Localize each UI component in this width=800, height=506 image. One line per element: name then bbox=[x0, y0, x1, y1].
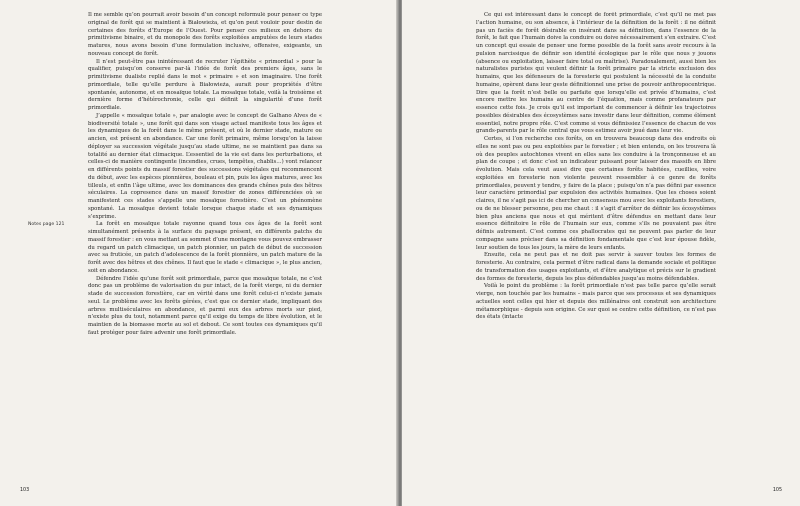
page-number-left: 103 bbox=[20, 488, 30, 493]
right-page bbox=[402, 0, 800, 506]
left-paragraph: La forêt en mosaïque totale rayonne quand tous ces âges de la forêt sont simultanément présents à la surface du paysage présent, en différents patchs du massif forestier : en vous mettant au sommet d’une montagne vous pouvez embrasser du regard un patch climacique, un patch pionnier, un patch de début de succession avec sa fruticée, un patch d’adolescence de la forêt pionnière, un patch mature de la forêt avec des hêtres et des chênes. Il faut que le stade « climacique », le plus ancien, soit en abondance. bbox=[88, 221, 322, 274]
right-paragraph: Voilà le point du problème : la forêt primordiale n’est pas telle parce qu’elle serait vierge, non touchée par les humains – mais parce que ses processus et ses dynamiques actuelles sont celles qui hier et depuis des millénaires ont construit son architecture métamorphique - depuis son origine. Ce sur quoi se centre cette définition, ce n’est pas des états (intacte bbox=[476, 283, 716, 321]
left-paragraph: Il n’est peut-être pas inintéressant de recruter l’épithète « primordial » pour la qualifier, puisqu’on conserve par-là l’idée de forêt des premiers âges, sans le primitivisme dualiste replié dans le mot « primaire » et son imaginaire. Une forêt primordiale, telle qu’elle perdure à Białowieża, aurait pour propriétés d’être spontanée, autonome, et en mosaïque totale. La mosaïque totale, voilà la troisième et dernière forme d’hétérochronie, celle qui définit la singularité d’une forêt primordiale. bbox=[88, 58, 322, 111]
right-text-column bbox=[476, 12, 716, 482]
left-paragraph: Il me semble qu’on pourrait avoir besoin d’un concept reformulé pour penser ce type original de forêt qui se maintient à Białowieża, et qu’on peut vouloir pour destin de certaines des forêts d’Europe de l’Ouest. Pour penser ces milieux en dehors du primitivisme binaire, et du monopole des forêts exploitées amputées de leurs stades matures, nous avons besoin d’une formulation inclusive, offensive, exigeante, un nouveau concept de forêt. bbox=[88, 12, 322, 57]
right-paragraph: Certes, si l’on recherche ces forêts, on en trouvera beaucoup dans des endroits où elles ne sont pas ou peu exploitées par le forestier ; et bien entendu, on les trouvera là où des peuples autochtones vivent en elles sans les conduire à la tronçonneuse et au plan de coupe ; et donc c’est un indicateur puissant pour laisser des massifs en libre évolution. Mais cela veut aussi dire que certaines forêts habitées, cueillies, voire exploitées en foresterie non violente peuvent ressembler à ce genre de forêts primordiales, peuvent y tendre, y faire de la place ; puisqu’on n’a pas défini par essence leur caractère primordial par expulsion des activités humaines. Que les choses soient claires, il ne s’agit pas ici de chercher un consensus mou avec les exploitants forestiers, ou de ne blesser personne, peu me chaut : il s’agit d’arrêter de définir les écosystèmes bien plus anciens que nous et qui méritent d’être défendus en mettant dans leur essence définitoire le rôle de l’humain sur eux, comme s’ils ne pouvaient pas être définis autrement. C’est comme ces phallocrates qui ne peuvent pas parler de leur compagne sans préciser dans sa définition fondamentale que c’est leur épouse fidèle, leur soutien de tous les jours, la mère de leurs enfants. bbox=[476, 136, 716, 251]
left-paragraph: Défendre l’idée qu’une forêt soit primordiale, parce que mosaïque totale, ne c’est donc pas un problème de valorisation du pur intact, de la forêt vierge, ni du dernier stade de succession forestière, car en vérité dans une forêt celui-ci n’existe jamais seul. Le problème avec les forêts gérées, c’est que ce dernier stade, impliquant des arbres multiséculaires en abondance, et parmi eux des arbres morts sur pied, n’existe plus du tout, notamment parce qu’il exige du temps de libre évolution, et le maintien de la biomasse morte au sol et debout. Ce sont toutes ces dynamiques qu’il faut protéger pour faire advenir une forêt primordiale. bbox=[88, 275, 322, 336]
left-text-column bbox=[88, 12, 322, 472]
right-paragraph: Ce qui est intéressant dans le concept de forêt primordiale, c’est qu’il ne met pas l’action humaine, ou son absence, à l’intérieur de la définition de la forêt : il ne définit pas un faciès de forêt désirable en insérant dans sa définition, dans l’essence de la forêt, le fait que l’humain doive la conduire ou doive nécessairement s’en extraire. C’est un concept qui essaie de penser une forme possible de la forêt sans avoir recours à la pulsion narcissique de définir son identité écologique par le rôle que nous y jouons (absence ou exploitation, laisser faire total ou maîtrise). Paradoxalement, aussi bien les naturalistes puristes qui veulent définir la forêt primaire par la stricte exclusion des humains, que les défenseurs de la foresterie qui postulent la nécessité de la conduite humaine, opèrent dans leur geste définitionnel une prise de pouvoir anthropocentrique. Dire que la forêt n’est belle ou parfaite que lorsqu’elle est privée d’humains, c’est encore mettre les humains au centre de l’équation, mais comme profanateurs par essence cette fois. Je crois qu’il est important de commencer à définir les trajectoires possibles désirables des écosystèmes sans investir dans leur définition, comme élément essentiel, notre propre rôle. C’est comme si vous définissiez l’essence de chacun de vos grands-parents par le rôle central que vous estimez avoir joué dans leur vie. bbox=[476, 12, 716, 135]
page-number-right: 105 bbox=[772, 488, 782, 493]
left-page bbox=[0, 0, 398, 506]
right-paragraph: Ensuite, cela ne peut pas et ne doit pas servir à sauver toutes les formes de foresterie. Au contraire, cela permet d’être radical dans la demande sociale et politique de transformation des usages exploitants, et d’être analytique et précis sur le gradient des formes de foresterie, depuis les plus défendables jusqu’au moins défendables. bbox=[476, 252, 716, 282]
margin-note: Notes page 121 bbox=[28, 222, 65, 227]
left-paragraph: J’appelle « mosaïque totale », par analogie avec le concept de Galhano Alves de « biodiversité totale », une forêt qui dans son visage actuel manifeste tous les âges et les dynamiques de la forêt dans le même présent, et où le dernier stade, mature ou ancien, est présent en abondance. Car une forêt primaire, même lorsqu’on la laisse déployer sa succession végétale jusqu’au stade ultime, ne se maintient pas dans sa totalité au dernier état climacique. L’essentiel de la vie est dans les perturbations, et celles-ci de manière contingente (incendies, crues, tempêtes, chablis…) vont relancer en différents points du massif forestier des successions végétales qui recommencent du début, avec les espèces pionnières, bouleau et pin, puis les âges matures, avec les tilleuls, et enfin l’âge ultime, avec les dominances des grands chênes puis des hêtres séculaires. La copresence dans un massif forestier de zones différenciées où se manifestent ces stades s’appelle une mosaïque forestière. C’est un phénomène spontané. La mosaïque devient totale lorsque chaque stade et ses dynamiques s’exprime. bbox=[88, 112, 322, 220]
